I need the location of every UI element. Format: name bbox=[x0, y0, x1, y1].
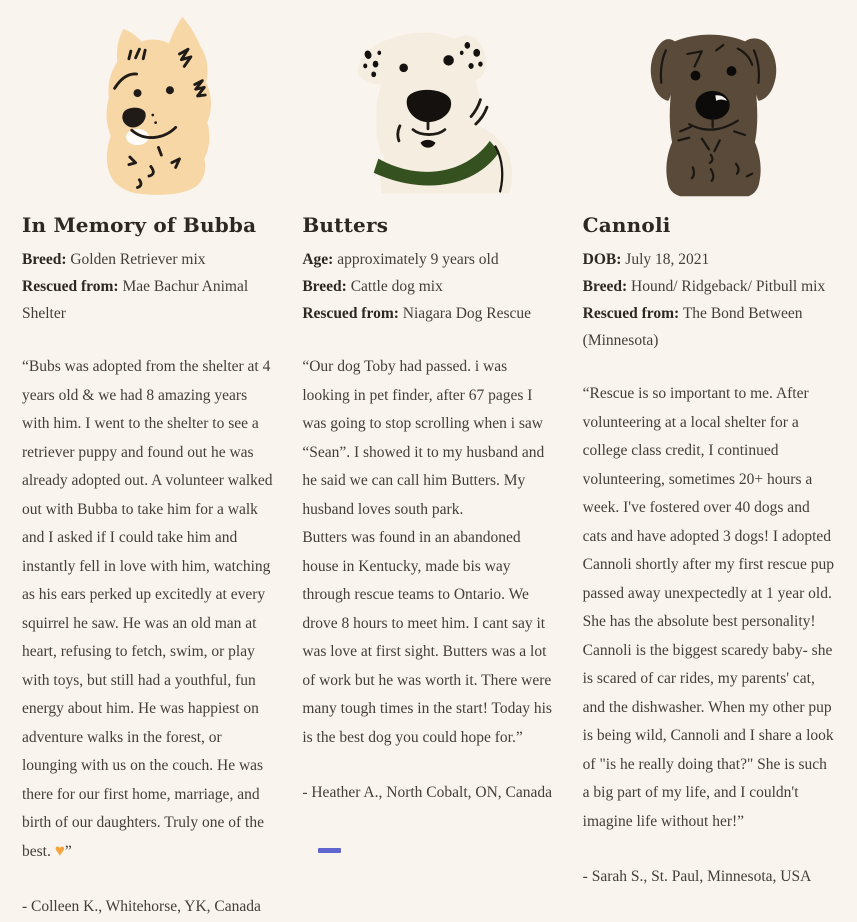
meta-value: Mae Bachur Animal Shelter bbox=[22, 278, 249, 322]
meta-label: Breed: bbox=[302, 278, 347, 295]
cannoli-dog-illustration bbox=[583, 6, 835, 198]
meta-label: Rescued from: bbox=[22, 278, 119, 295]
story-fragment: “Bubs was adopted from the shelter at 4 years old & we had 8 amazing years with him. I went to the shelter to see a retriever puppy and found out he was already adopted out. A volunteer walked out with Bubba to take him for a walk and I asked if I could take him and instantly fell in love with him, watching as his ears perked up excitedly at every squirrel he saw. He was an old man at heart, refusing to fetch, swim, or play with toys, but still had a youthful, fun energy about him. He was happiest on adventure walks in the forest, or lounging with us on the couch. He was there for our first home, marriage, and birth of our daughters. Truly one of the best. bbox=[22, 358, 273, 860]
orange-heart-emoji: ♥ bbox=[54, 840, 65, 860]
dog-name-heading: Cannoli bbox=[582, 213, 671, 237]
meta-label: Breed: bbox=[22, 251, 67, 268]
meta-value: approximately 9 years old bbox=[337, 251, 499, 268]
meta-row bbox=[583, 246, 835, 273]
meta-label: Breed: bbox=[582, 278, 628, 295]
meta-row bbox=[302, 273, 554, 300]
meta-value: Cattle dog mix bbox=[350, 278, 443, 295]
testimonial-text bbox=[22, 353, 274, 866]
dog-card-bubba bbox=[22, 6, 274, 922]
meta-value: Golden Retriever mix bbox=[70, 251, 206, 268]
bubba-dog-illustration bbox=[22, 6, 274, 198]
meta-label: DOB: bbox=[582, 251, 622, 268]
meta-row bbox=[302, 246, 554, 273]
testimonial-text: “Rescue is so important to me. After volunteering at a local shelter for a college class credit, I continued volunteering, sometimes 20+ hours a week. I've fostered over 40 dogs and cats and have adopted 3 dogs! I adopted Cannoli shortly after my first rescue pup passed away unexpectedly at 1 year old. She has the absolute best personality! Cannoli is the biggest scaredy baby- she is scared of car rides, my parents' cat, and the dishwasher. When my other pup is being wild, Cannoli and I share a look of "is he really doing that?" She is such a big part of my life, and I couldn't imagine life without her!” bbox=[582, 385, 835, 830]
white-dog-drawing bbox=[329, 6, 527, 198]
meta-label: Rescued from: bbox=[582, 305, 680, 322]
meta-value: July 18, 2021 bbox=[625, 251, 710, 268]
dog-card-cannoli bbox=[583, 6, 835, 922]
meta-value: Hound/ Ridgeback/ Pitbull mix bbox=[631, 278, 826, 295]
meta-row bbox=[22, 273, 274, 327]
meta-row bbox=[22, 246, 274, 273]
testimonial-attribution: - Heather A., North Cobalt, ON, Canada bbox=[302, 784, 552, 801]
butters-dog-illustration bbox=[302, 6, 554, 198]
story-closing-quote: ” bbox=[64, 842, 72, 860]
meta-value: The Bond Between (Minnesota) bbox=[582, 305, 803, 349]
dog-name-heading: In Memory of Bubba bbox=[22, 213, 257, 237]
dog-card-butters bbox=[302, 6, 554, 922]
testimonial-attribution: - Sarah S., St. Paul, Minnesota, USA bbox=[582, 868, 812, 885]
testimonial-attribution: - Colleen K., Whitehorse, YK, Canada bbox=[22, 898, 261, 915]
meta-label: Rescued from: bbox=[302, 305, 399, 322]
story-fragment: Butters was found in an abandoned house in Kentucky, made bis way through rescue teams to Ontario. We drove 8 hours to meet him. I cant say it was love at first sight. Butters was a lot of work but he was worth it. There were many tough times in the start! Today his is the best dog you could hope for.” bbox=[302, 529, 552, 746]
dog-name-heading: Butters bbox=[302, 213, 389, 237]
meta-row bbox=[302, 300, 554, 327]
story-fragment: “Our dog Toby had passed. i was looking in pet finder, after 67 pages I was going to stop scrolling when i saw “Sean”. I showed it to my husband and he said we can call him Butters. My husband loves south park. bbox=[302, 358, 545, 518]
meta-value: Niagara Dog Rescue bbox=[402, 305, 532, 322]
meta-label: Age: bbox=[302, 251, 334, 268]
meta-row bbox=[583, 300, 835, 354]
brown-dog-drawing bbox=[610, 18, 808, 198]
below-fold-element-edge bbox=[318, 848, 341, 853]
cream-terrier-drawing bbox=[75, 12, 221, 198]
testimonial-text bbox=[302, 353, 554, 752]
meta-row bbox=[583, 273, 835, 300]
